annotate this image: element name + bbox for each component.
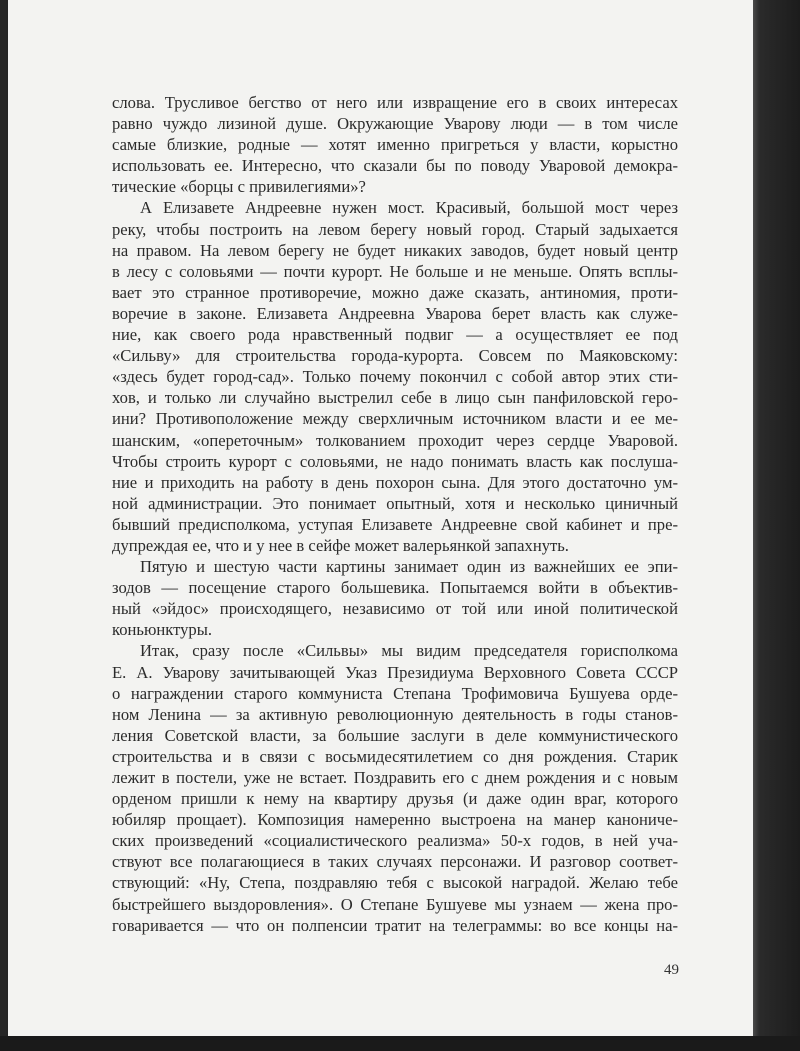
text-line: ских произведений «социалистического реализма» 50-х годов, в ней уча- [112,831,678,851]
text-line: ления Советской власти, за большие заслуги в деле коммунистического [112,725,678,745]
text-line: орденом пришли к нему на квартиру друзья (и даже один враг, которого [112,789,678,809]
text-line: на правом. На левом берегу не будет никаких заводов, будет новый центр [112,240,678,260]
book-page [8,0,753,1036]
text-line: о награждении старого коммуниста Степана Трофимовича Бушуева орде- [112,683,678,703]
text-line: шанским, «опереточным» толкованием проходит через сердце Уваровой. [112,430,678,450]
text-line: равно чуждо лизиной душе. Окружающие Уварову люди — в том числе [112,114,678,134]
text-line: тические «борцы с привилегиями»? [112,177,366,197]
text-line: быстрейшего выздоровления». О Степане Бушуеве мы узнаем — жена про- [112,894,678,914]
bottom-edge-shadow [0,1036,800,1051]
page-number: 49 [664,962,679,978]
text-line: «здесь будет город-сад». Только почему покончил с собой автор этих сти- [112,367,678,387]
text-line: Чтобы строить курорт с соловьями, не надо понимать власть как послуша- [112,451,678,471]
text-line: самые близкие, родные — хотят именно пригреться у власти, корыстно [112,135,678,155]
text-line: Итак, сразу после «Сильвы» мы видим председателя горисполкома [140,641,678,661]
text-line: ние и приходить на работу в день похорон сына. Для этого достаточно ум- [112,472,678,492]
text-line: ной администрации. Это понимает опытный, хотя и несколько циничный [112,493,678,513]
text-line: хов, и только ли случайно выстрелил себе в лицо сын панфиловской геро- [112,388,678,408]
text-line: ном Ленина — за активную революционную деятельность в годы станов- [112,704,678,724]
text-line: ние, как своего рода нравственный подвиг — а осуществляет ее под [112,325,678,345]
text-line: воречие в законе. Елизавета Андреевна Уварова берет власть как служе- [112,303,678,323]
text-line: зодов — посещение старого большевика. Попытаемся войти в объектив- [112,578,678,598]
text-line: Пятую и шестую части картины занимает один из важнейших ее эпи- [140,557,678,577]
text-line: лежит в постели, уже не встает. Поздравить его с днем рождения и с новым [112,768,678,787]
text-line: ный «эйдос» происходящего, независимо от той или иной политической [112,599,678,619]
text-line: дупреждая ее, что и у нее в сейфе может валерьянкой запахнуть. [112,535,569,555]
text-line: ствующий: «Ну, Степа, поздравляю тебя с высокой наградой. Желаю тебе [112,873,678,893]
text-line: ствуют все полагающиеся в таких случаях персонажи. И разговор соответ- [112,852,678,872]
text-line: юбиляр прощает). Композиция намеренно выстроена на манер канониче- [112,810,678,830]
text-line: в лесу с соловьями — почти курорт. Не больше и не меньше. Опять всплы- [112,261,678,281]
text-line: слова. Трусливое бегство от него или извращение его в своих интересах [112,93,678,112]
text-line: «Сильву» для строительства города-курорта. Совсем по Маяковскому: [112,346,678,366]
text-line: Е. А. Уварову зачитывающей Указ Президиума Верховного Совета СССР [112,662,678,682]
text-line: ини? Противоположение между сверхличным источником власти и ее ме- [112,409,678,429]
text-line: коньюнктуры. [112,620,213,640]
text-line: А Елизавете Андреевне нужен мост. Красивый, большой мост через [140,198,678,218]
text-line: вает это странное противоречие, можно даже сказать, антиномия, проти- [112,282,678,302]
text-line: строительства и в связи с восьмидесятилетием со дня рождения. Старик [112,746,678,766]
text-line: бывший предисполкома, уступая Елизавете Андреевне свой кабинет и пре- [112,514,678,534]
text-line: реку, чтобы построить на левом берегу новый город. Старый задыхается [112,219,678,239]
text-line: говаривается — что он полпенсии тратит на телеграммы: во все концы на- [112,915,678,935]
page-edge-shadow [753,0,800,1051]
text-line: использовать ее. Интересно, что сказали бы по поводу Уваровой демокра- [112,156,678,176]
body-text [112,92,678,936]
